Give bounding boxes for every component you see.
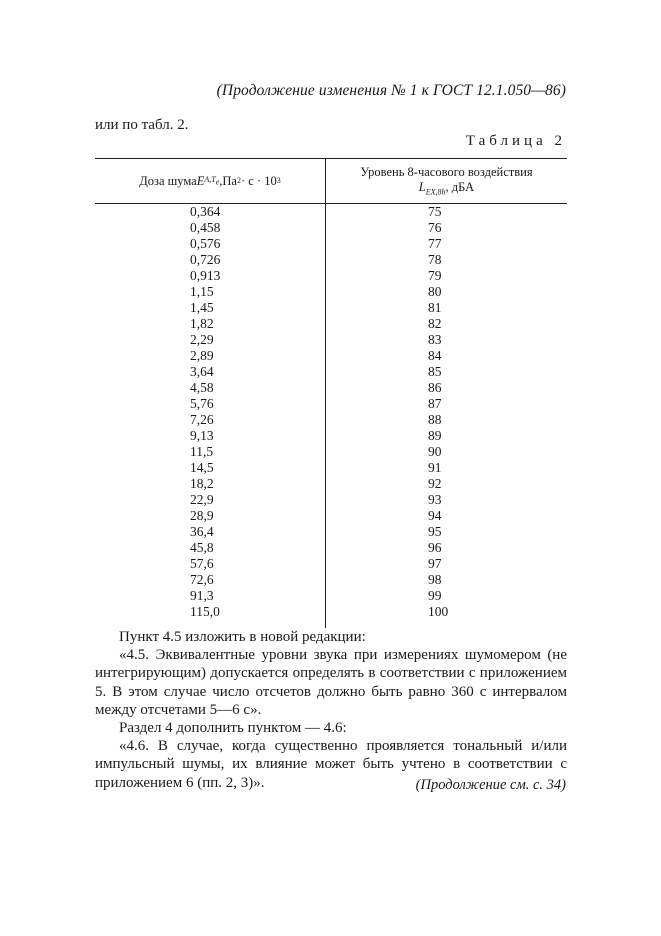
cell-noise-dose: 57,6	[190, 556, 214, 571]
table-row	[95, 588, 567, 604]
cell-noise-dose: 0,458	[190, 220, 221, 235]
cell-noise-dose: 0,913	[190, 268, 221, 283]
cell-noise-dose: 1,82	[190, 316, 214, 331]
cell-exposure-level: 93	[428, 492, 442, 507]
cell-exposure-level: 97	[428, 556, 442, 571]
cell-noise-dose: 0,364	[190, 204, 221, 219]
paragraph-point-4-5: «4.5. Эквивалентные уровни звука при измерениях шумомером (не интегрирующим) допускается определять в соответствии с приложением 5. В этом случае число отсчетов должно быть равно 360 с интервалом между отсчетами 5—6 с».	[95, 647, 567, 718]
paragraph-point-4-6: «4.6. В случае, когда существенно проявляется тональный и/или импульсный шумы, их влияние может быть учтено в соответствии с приложением 6 (пп. 2, 3)».	[95, 738, 567, 791]
lead-text: или по табл. 2.	[95, 117, 189, 133]
paragraph-point-4-5-intro: Пункт 4.5 изложить в новой редакции:	[119, 629, 366, 645]
table-row	[95, 508, 567, 524]
table-row	[95, 268, 567, 284]
cell-noise-dose: 2,89	[190, 348, 214, 363]
continuation-note: (Продолжение см. с. 34)	[415, 777, 566, 793]
table-row	[95, 428, 567, 444]
table-row	[95, 604, 567, 620]
cell-exposure-level: 99	[428, 588, 442, 603]
cell-noise-dose: 2,29	[190, 332, 214, 347]
cell-exposure-level: 94	[428, 508, 442, 523]
table-row	[95, 412, 567, 428]
table-row	[95, 364, 567, 380]
table-row	[95, 220, 567, 236]
table-row	[95, 492, 567, 508]
cell-exposure-level: 76	[428, 220, 442, 235]
cell-noise-dose: 3,64	[190, 364, 214, 379]
cell-exposure-level: 81	[428, 300, 442, 315]
cell-noise-dose: 11,5	[190, 444, 214, 459]
table-row	[95, 236, 567, 252]
table-row	[95, 556, 567, 572]
cell-noise-dose: 28,9	[190, 508, 214, 523]
cell-exposure-level: 79	[428, 268, 442, 283]
cell-exposure-level: 100	[428, 604, 449, 619]
cell-noise-dose: 36,4	[190, 524, 214, 539]
cell-noise-dose: 9,13	[190, 428, 214, 443]
cell-exposure-level: 86	[428, 380, 442, 395]
table-row	[95, 380, 567, 396]
cell-exposure-level: 95	[428, 524, 442, 539]
cell-noise-dose: 72,6	[190, 572, 214, 587]
cell-noise-dose: 45,8	[190, 540, 214, 555]
header-noise-dose: Доза шума E $A,T_e$ , Па 2 · с · 10 3	[95, 159, 326, 203]
cell-noise-dose: 0,576	[190, 236, 221, 251]
cell-exposure-level: 82	[428, 316, 442, 331]
cell-exposure-level: 83	[428, 332, 442, 347]
table-row	[95, 396, 567, 412]
cell-noise-dose: 22,9	[190, 492, 214, 507]
running-header: (Продолжение изменения № 1 к ГОСТ 12.1.050—86)	[216, 82, 566, 99]
table-row	[95, 476, 567, 492]
cell-noise-dose: 18,2	[190, 476, 214, 491]
cell-exposure-level: 89	[428, 428, 442, 443]
cell-exposure-level: 78	[428, 252, 442, 267]
cell-noise-dose: 14,5	[190, 460, 214, 475]
table-row	[95, 524, 567, 540]
table-row	[95, 204, 567, 220]
table-row	[95, 284, 567, 300]
cell-exposure-level: 84	[428, 348, 442, 363]
cell-exposure-level: 77	[428, 236, 442, 251]
cell-exposure-level: 75	[428, 204, 442, 219]
table-row	[95, 332, 567, 348]
table-body	[95, 204, 567, 620]
cell-noise-dose: 7,26	[190, 412, 214, 427]
table-row	[95, 572, 567, 588]
table-row	[95, 540, 567, 556]
cell-exposure-level: 80	[428, 284, 442, 299]
table-row	[95, 444, 567, 460]
cell-exposure-level: 88	[428, 412, 442, 427]
cell-exposure-level: 96	[428, 540, 442, 555]
header-exposure-level: Уровень 8-часового воздействия $L_{EX,8h}$, дБА	[360, 165, 533, 197]
cell-noise-dose: 115,0	[190, 604, 220, 619]
cell-exposure-level: 90	[428, 444, 442, 459]
cell-noise-dose: 5,76	[190, 396, 214, 411]
cell-exposure-level: 87	[428, 396, 442, 411]
cell-noise-dose: 1,15	[190, 284, 214, 299]
cell-noise-dose: 1,45	[190, 300, 214, 315]
noise-dose-table	[95, 158, 567, 620]
table-header	[95, 158, 567, 204]
cell-exposure-level: 98	[428, 572, 442, 587]
cell-exposure-level: 91	[428, 460, 442, 475]
table-row	[95, 316, 567, 332]
cell-noise-dose: 0,726	[190, 252, 221, 267]
cell-exposure-level: 92	[428, 476, 442, 491]
table-row	[95, 300, 567, 316]
column-divider	[325, 204, 326, 628]
amendment-text	[95, 628, 567, 792]
table-row	[95, 252, 567, 268]
cell-noise-dose: 91,3	[190, 588, 214, 603]
cell-noise-dose: 4,58	[190, 380, 214, 395]
paragraph-section-4-addition: Раздел 4 дополнить пунктом — 4.6:	[119, 720, 347, 737]
table-caption: Таблица 2	[465, 133, 566, 149]
cell-exposure-level: 85	[428, 364, 442, 379]
table-row	[95, 348, 567, 364]
table-row	[95, 460, 567, 476]
